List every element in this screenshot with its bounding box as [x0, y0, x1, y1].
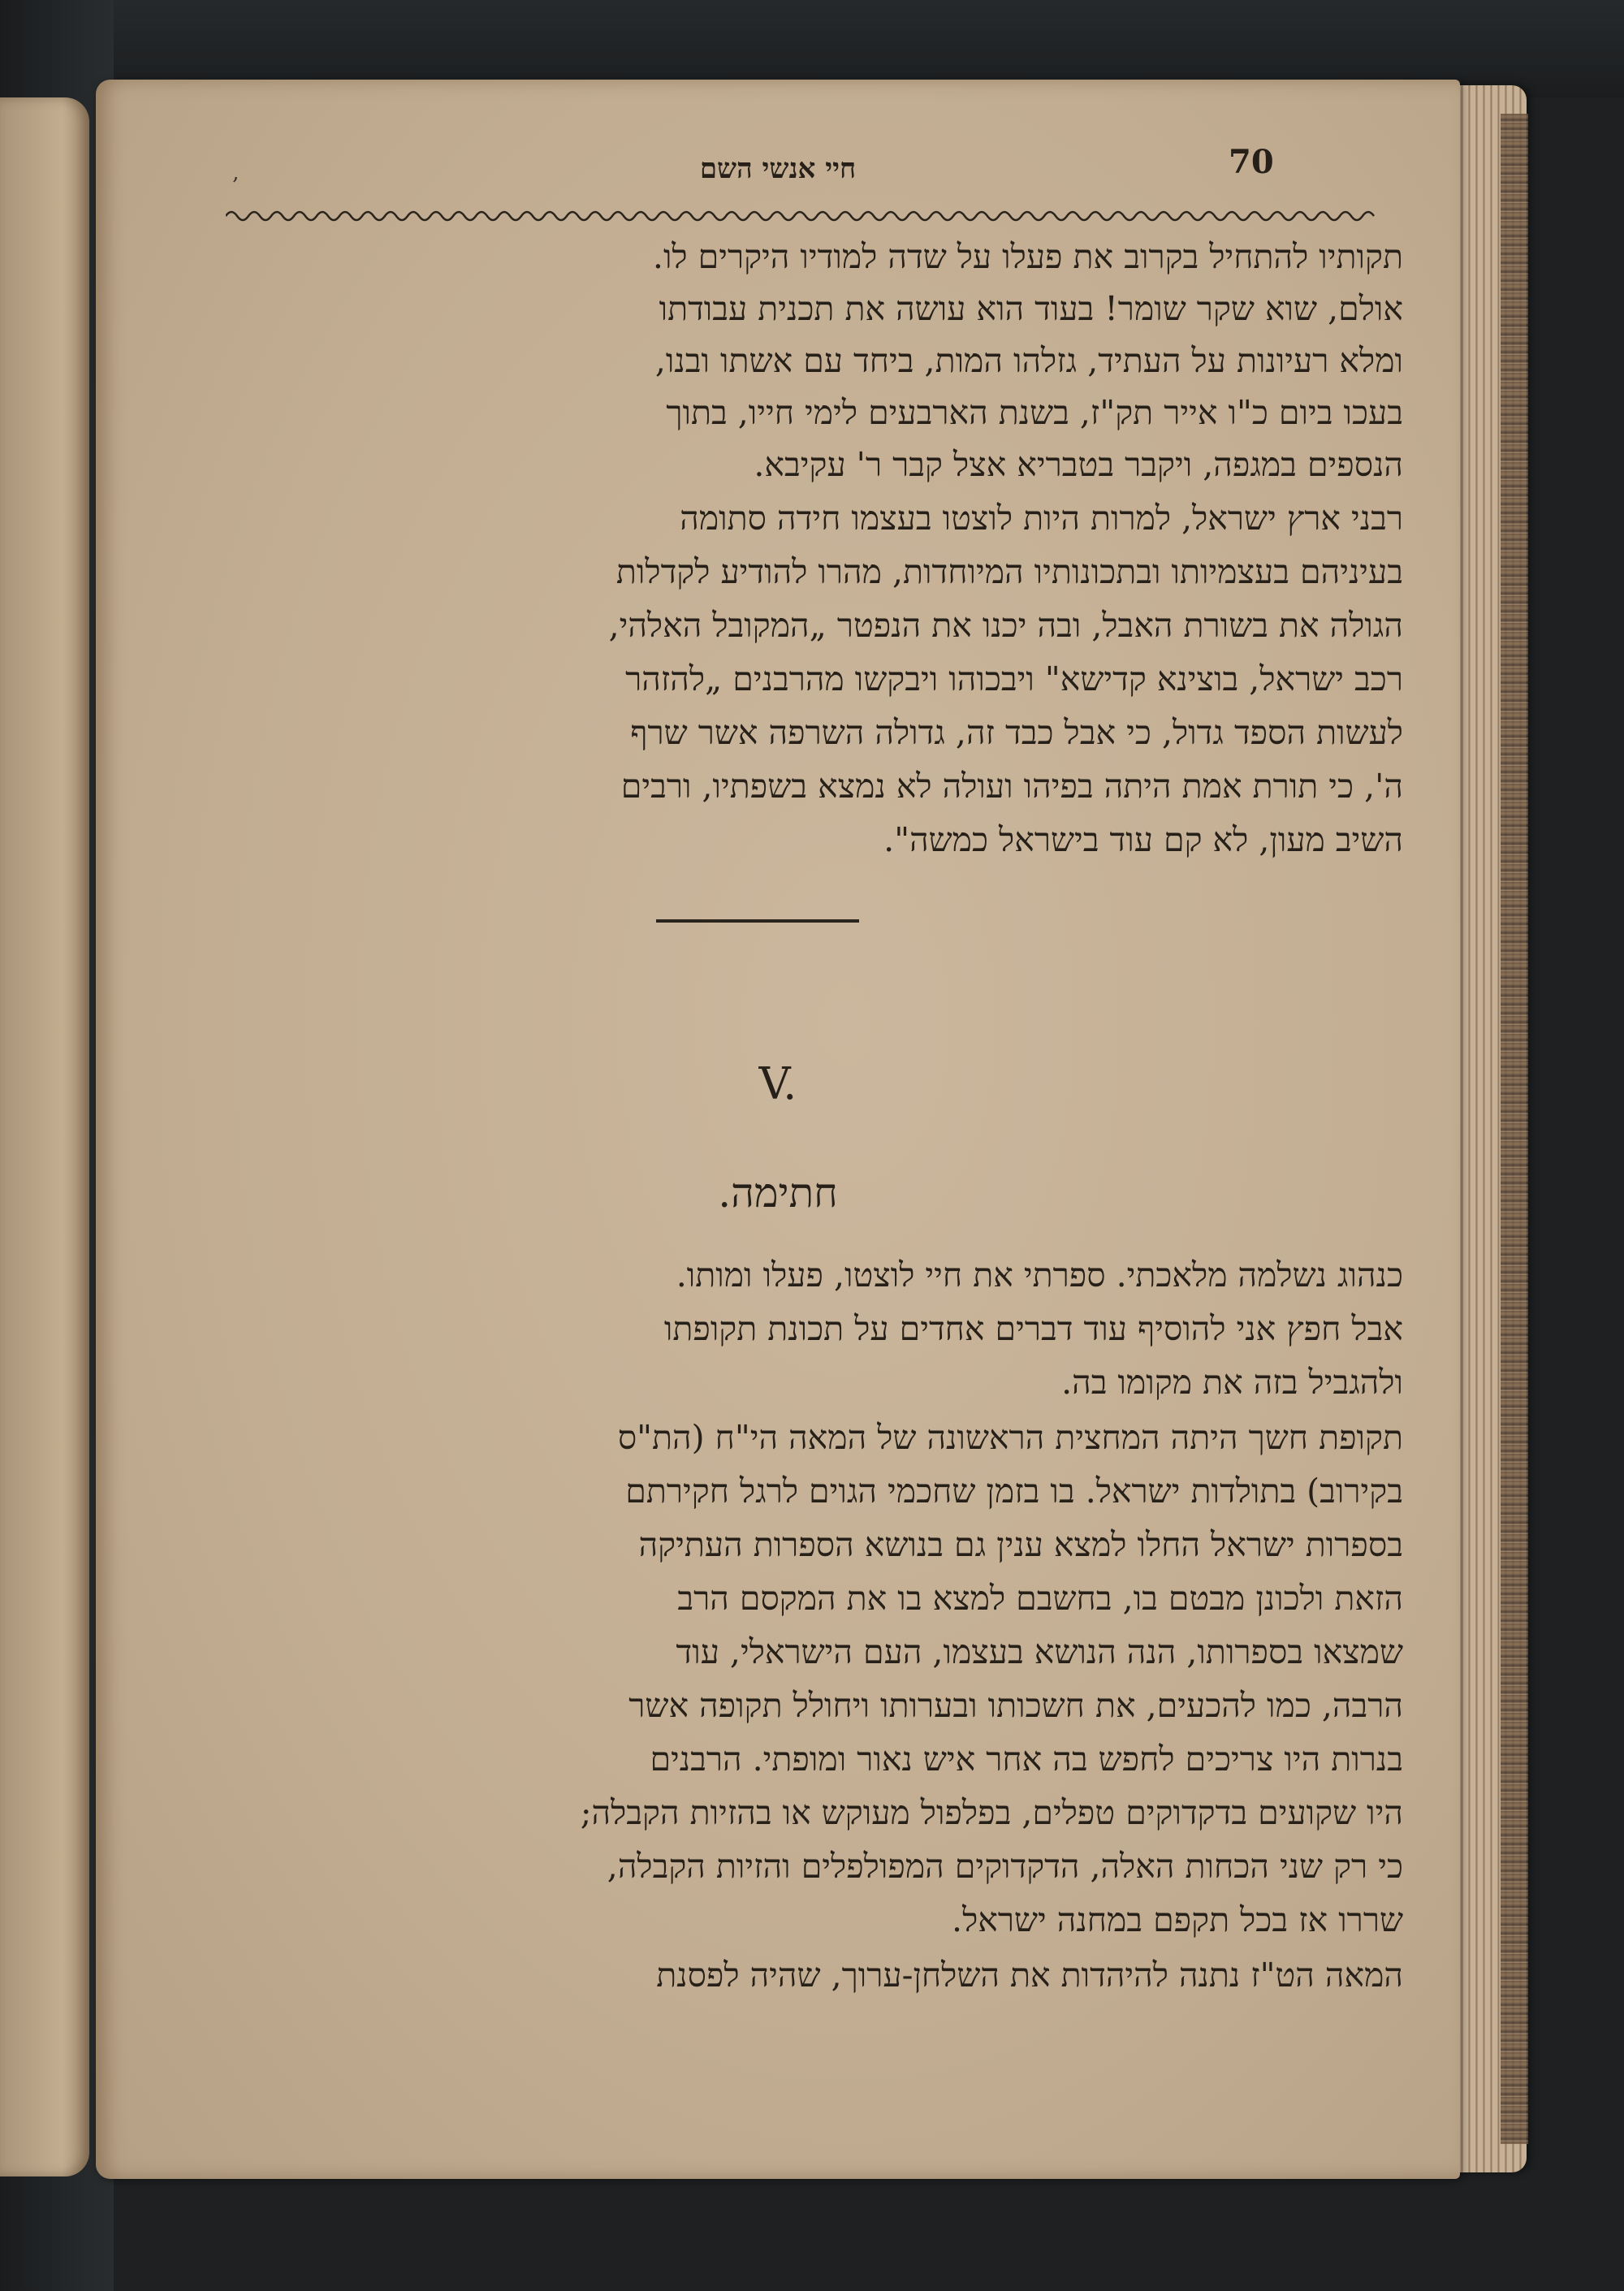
body-line: המאה הט"ז נתנה להיהדות את השלחן-ערוך, שהיה לפסנת [656, 1956, 1403, 1995]
book-page [96, 80, 1460, 2179]
body-line: היו שקועים בדקדוקים טפלים, בפלפול מעוקש או בהזיות הקבלה; [580, 1793, 1403, 1832]
body-line: ה', כי תורת אמת היתה בפיהו ועולה לא נמצא בשפתיו, ורבים [620, 767, 1403, 806]
body-line: רבני ארץ ישראל, למרות היות לוצטו בעצמו חידה סתומה [680, 499, 1403, 538]
section-title: חתימה. [718, 1169, 838, 1217]
section-divider [656, 919, 859, 923]
running-title: חיי אנשי השם [699, 153, 857, 185]
ink-speck: ‚ [232, 161, 240, 185]
body-line: תקותיו להתחיל בקרוב את פעלו על שדה למודיו היקרים לו. [652, 237, 1403, 276]
body-line: תקופת חשך היתה המחצית הראשונה של המאה הי"ח (הת"ס [617, 1418, 1403, 1457]
page-number: 70 [1229, 143, 1274, 181]
wavy-header-rule [226, 201, 1379, 226]
body-line: ולהגביל בזה את מקומו בה. [1061, 1363, 1403, 1402]
body-line: הגולה את בשורת האבל, ובה יכנו את הנפטר „המקובל האלהי, [608, 606, 1403, 645]
body-line: ומלא רעיונות על העתיד, גזלהו המות, ביחד עם אשתו ובנו, [654, 341, 1403, 380]
body-line: שמצאו בספרותו, הנה הנושא בעצמו, העם הישראלי, עוד [676, 1632, 1403, 1671]
body-line: אבל חפץ אני להוסיף עוד דברים אחדים על תכונת תקופתו [663, 1309, 1403, 1348]
body-line: בעיניהם בעצמיותו ובתכונותיו המיוחדות, מהרו להודיע לקדלות [615, 552, 1403, 591]
body-line: כנהוג נשלמה מלאכתי. ספרתי את חיי לוצטו, פעלו ומותו. [676, 1256, 1403, 1295]
body-line: בספרות ישראל החלו למצא ענין גם בנושא הספרות העתיקה [638, 1525, 1403, 1564]
body-line: אולם, שוא שקר שומר! בעוד הוא עושה את תכנית עבודתו [659, 289, 1403, 328]
body-line: הרבה, כמו להכעים, את חשכותו ובערותו ויחולל תקופה אשר [628, 1686, 1403, 1725]
section-numeral: V. [758, 1058, 797, 1109]
body-line: כי רק שני הכחות האלה, הדקדוקים המפולפלים והזיות הקבלה, [607, 1847, 1403, 1886]
body-line: הזאת ולכונן מבטם בו, בחשבם למצא בו את המקסם הרב [677, 1579, 1403, 1618]
body-line: בעכו ביום כ"ו אייר תק"ז, בשנת הארבעים לימי חייו, בתוך [666, 393, 1403, 432]
body-line: לעשות הספד גדול, כי אבל כבד זה, גדולה השרפה אשר שרף [630, 713, 1403, 752]
body-line: שררו אז בכל תקפם במחנה ישראל. [952, 1900, 1403, 1939]
body-line: בנרות היו צריכים לחפש בה אחר איש נאור ומופתי. הרבנים [650, 1740, 1403, 1779]
facing-page-edge [0, 97, 89, 2176]
body-line: רכב ישראל, בוצינא קדישא" ויבכוהו ויבקשו מהרבנים „להזהר [625, 659, 1403, 698]
body-line: בקירוב) בתולדות ישראל. בו בזמן שחכמי הגוים לרגל חקירתם [625, 1472, 1403, 1511]
page-stack-edge [1501, 114, 1528, 2144]
body-line: הנספים במגפה, ויקבר בטבריא אצל קבר ר' עקיבא. [754, 445, 1403, 484]
body-line: השיב מעון, לא קם עוד בישראל כמשה". [883, 820, 1403, 859]
